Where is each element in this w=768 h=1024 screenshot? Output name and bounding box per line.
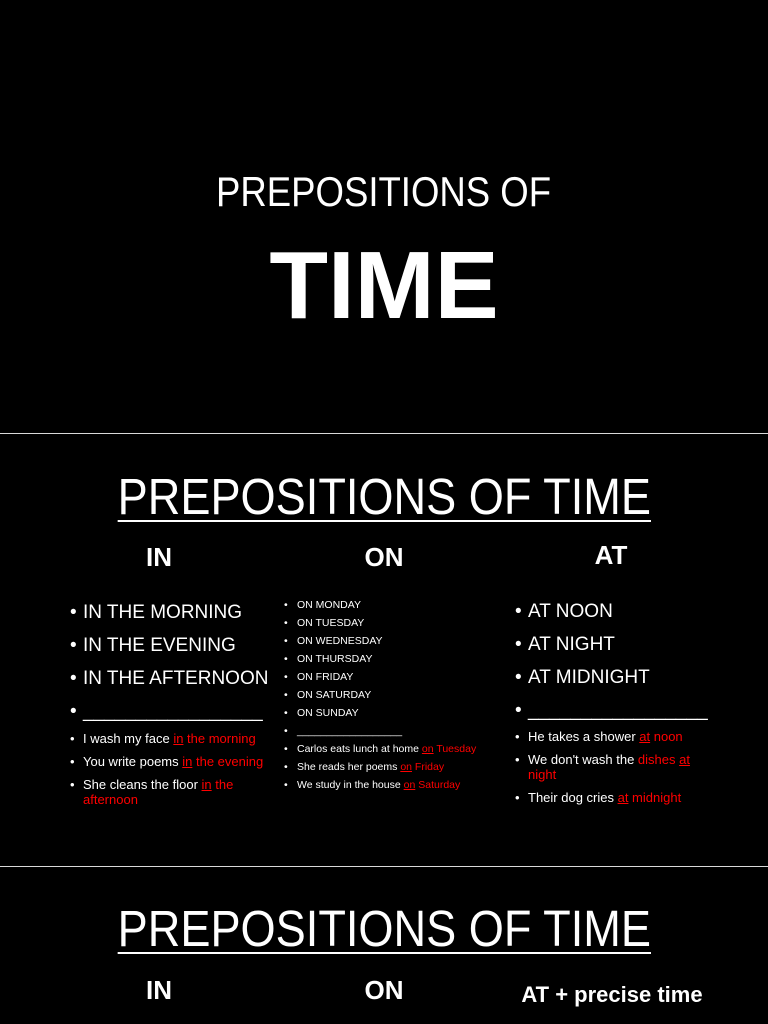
on-phrase-item: • ON WEDNESDAY <box>284 632 506 650</box>
on-phrase-item: • ON SUNDAY <box>284 704 506 722</box>
slide-heading-wrapper <box>0 467 768 527</box>
sentence-text: We don't wash the <box>528 752 638 767</box>
example-sentence <box>284 740 506 758</box>
sentence-text: She cleans the floor <box>83 777 202 792</box>
example-sentence <box>284 758 506 776</box>
time-expression-highlight: the afternoon <box>83 777 234 807</box>
sentence-text: We study in the house <box>297 779 404 791</box>
in-blank-item: • _________________ <box>70 695 268 728</box>
preposition-highlight: at <box>639 729 651 744</box>
slide-title-page <box>0 0 768 433</box>
example-sentence <box>70 777 273 807</box>
preposition-highlight: on <box>403 779 416 791</box>
in-phrase-item: • IN THE MORNING <box>70 596 268 629</box>
at-blank-item: • _________________ <box>515 694 708 727</box>
at-phrase-item: • AT MIDNIGHT <box>515 661 708 694</box>
sentence-text: Their dog cries <box>528 790 618 805</box>
preposition-highlight: at <box>617 790 629 805</box>
cover-title-line-2: TIME <box>269 232 499 339</box>
column-header-on: ON <box>364 542 404 572</box>
preposition-highlight: in <box>201 777 212 792</box>
cover-title-line-1-wrapper <box>0 167 768 217</box>
preposition-highlight: in <box>182 754 193 769</box>
example-sentence <box>515 790 708 805</box>
sentence-text: Carlos eats lunch at home <box>297 743 422 755</box>
time-expression-highlight: noon <box>650 729 683 744</box>
at-phrase-list <box>515 595 708 727</box>
preposition-highlight: at <box>679 752 690 767</box>
example-sentence <box>515 752 708 782</box>
in-example-list <box>70 731 273 815</box>
time-expression-highlight: night <box>528 767 557 782</box>
slide-prepositions-table <box>0 434 768 865</box>
on-phrase-item: • ON THURSDAY <box>284 650 506 668</box>
example-sentence <box>70 731 273 746</box>
column-header-at: AT <box>594 540 628 570</box>
sentence-text: I wash my face <box>83 731 174 746</box>
column-header-in: IN <box>146 975 172 1005</box>
on-blank-item: • __________________ <box>284 722 506 740</box>
preposition-highlight: in <box>173 731 184 746</box>
slide-heading-wrapper <box>0 899 768 959</box>
on-phrase-item: • ON FRIDAY <box>284 668 506 686</box>
slide-heading: PREPOSITIONS OF TIME <box>117 468 651 525</box>
on-phrase-item: • ON MONDAY <box>284 596 506 614</box>
time-expression-highlight: Friday <box>412 761 445 773</box>
on-phrase-item: • ON SATURDAY <box>284 686 506 704</box>
cover-title-line-1: PREPOSITIONS OF <box>216 168 552 215</box>
at-phrase-item: • AT NOON <box>515 595 708 628</box>
preposition-highlight: on <box>400 761 412 773</box>
at-example-list <box>515 729 708 813</box>
sentence-text: She reads her poems <box>297 761 401 773</box>
in-phrase-item: • IN THE EVENING <box>70 629 268 662</box>
time-expression-highlight: the morning <box>183 731 256 746</box>
in-phrase-list <box>70 596 268 728</box>
at-phrase-item: • AT NIGHT <box>515 628 708 661</box>
column-header-at-precise-time: AT + precise time <box>521 982 703 1007</box>
example-sentence <box>70 754 273 769</box>
time-expression-highlight: the evening <box>192 754 264 769</box>
sentence-text: He takes a shower <box>528 729 640 744</box>
time-expression-highlight: Tuesday <box>433 743 477 755</box>
slide-prepositions-summary <box>0 867 768 1024</box>
sentence-text: You write poems <box>83 754 183 769</box>
object-highlight: dishes <box>637 752 680 767</box>
on-phrase-list <box>284 596 506 794</box>
column-header-on: ON <box>364 975 404 1005</box>
example-sentence <box>515 729 708 744</box>
time-expression-highlight: midnight <box>628 790 682 805</box>
slide-heading: PREPOSITIONS OF TIME <box>117 900 651 957</box>
column-header-in: IN <box>146 542 172 572</box>
example-sentence <box>284 776 506 794</box>
preposition-highlight: on <box>421 743 434 755</box>
time-expression-highlight: Saturday <box>415 779 461 791</box>
on-phrase-item: • ON TUESDAY <box>284 614 506 632</box>
in-phrase-item: • IN THE AFTERNOON <box>70 662 268 695</box>
